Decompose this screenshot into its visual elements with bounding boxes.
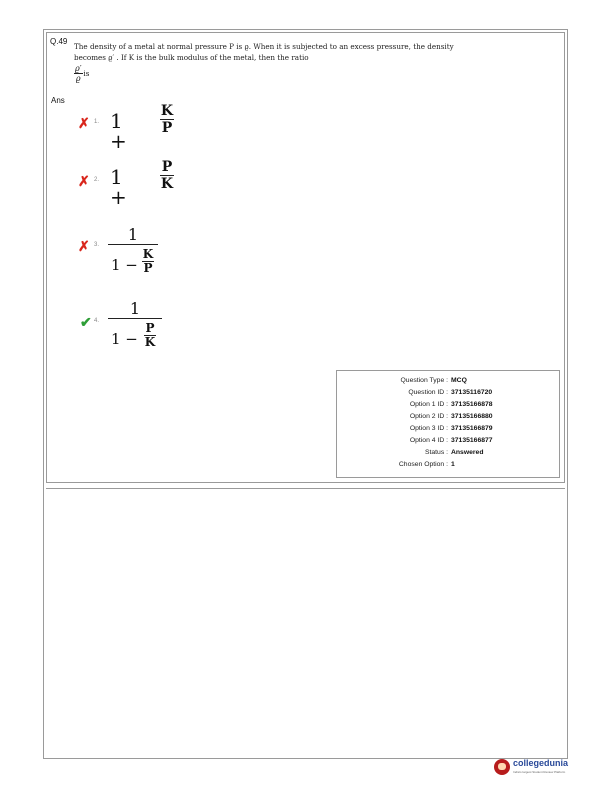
option-fraction [160, 159, 174, 192]
divider [46, 488, 565, 489]
inner-denominator: P [143, 261, 153, 275]
cross-icon: ✗ [78, 238, 90, 254]
option-lead: 1 + [110, 165, 127, 209]
info-value: MCQ [451, 377, 467, 384]
info-row-question-id [337, 389, 561, 401]
fraction-denominator: P [161, 120, 173, 136]
option-number: 4. [94, 318, 100, 324]
info-value: 37135166879 [451, 425, 493, 432]
ratio-fraction [74, 64, 83, 83]
ratio-denominator: ϱ [75, 74, 81, 83]
option-fraction [108, 226, 158, 281]
collegedunia-logo [494, 757, 572, 781]
question-number: Q.49 [50, 37, 68, 46]
question-info-panel [336, 370, 560, 478]
info-row-option-3-id [337, 425, 561, 437]
fraction-numerator: P [161, 159, 173, 175]
info-row-option-4-id [337, 437, 561, 449]
info-value: Answered [451, 449, 484, 456]
option-lead: 1 + [110, 109, 127, 153]
option-number: 2. [94, 177, 100, 183]
inner-fraction [144, 322, 156, 349]
info-key: Option 3 ID : [409, 425, 448, 432]
info-value: 37135116720 [451, 389, 493, 396]
option-number: 3. [94, 242, 100, 248]
info-key: Option 1 ID : [409, 401, 448, 408]
denominator-lead: 1 − [111, 330, 138, 348]
cross-icon: ✗ [78, 115, 90, 131]
answers-label: Ans [51, 96, 65, 105]
fraction-numerator: 1 [127, 225, 139, 244]
cross-icon: ✗ [78, 173, 90, 189]
fraction-denominator [108, 245, 158, 281]
info-key: Option 4 ID : [409, 437, 448, 444]
option-number: 1. [94, 119, 100, 125]
info-value: 37135166877 [451, 437, 493, 444]
fraction-denominator: K [160, 176, 174, 192]
check-icon: ✔ [80, 314, 92, 330]
ratio-suffix: is [83, 69, 90, 78]
info-value: 1 [451, 461, 455, 468]
info-key: Chosen Option : [398, 461, 448, 468]
info-key: Question Type : [400, 377, 448, 384]
info-row-option-1-id [337, 401, 561, 413]
info-row-option-2-id [337, 413, 561, 425]
option-fraction [160, 103, 174, 136]
option-fraction [108, 300, 162, 355]
denominator-lead: 1 − [111, 256, 138, 274]
info-key: Option 2 ID : [409, 413, 448, 420]
logo-tagline: India's largest Student Review Platform [513, 770, 566, 774]
info-value: 37135166878 [451, 401, 493, 408]
info-row-question-type [337, 377, 561, 389]
info-row-status [337, 449, 561, 461]
question-text: The density of a metal at normal pressure P is ϱ. When it is subjected to an excess pressure, the density becomes ϱ′ . If K is the bulk modulus of the metal, then the ratio [74, 42, 454, 62]
inner-numerator: P [145, 321, 155, 335]
info-key: Question ID : [408, 389, 448, 396]
info-value: 37135166880 [451, 413, 493, 420]
mascot-icon [494, 759, 510, 775]
inner-fraction [142, 248, 154, 275]
fraction-numerator: K [160, 103, 174, 119]
ratio-numerator: ϱ′ [75, 64, 82, 73]
logo-name: collegedunia [513, 758, 569, 768]
fraction-denominator [108, 319, 162, 355]
info-row-chosen-option [337, 461, 561, 473]
inner-numerator: K [142, 247, 154, 261]
fraction-numerator: 1 [129, 299, 141, 318]
info-key: Status : [424, 449, 448, 456]
question-ratio [74, 64, 89, 83]
inner-denominator: K [144, 335, 156, 349]
